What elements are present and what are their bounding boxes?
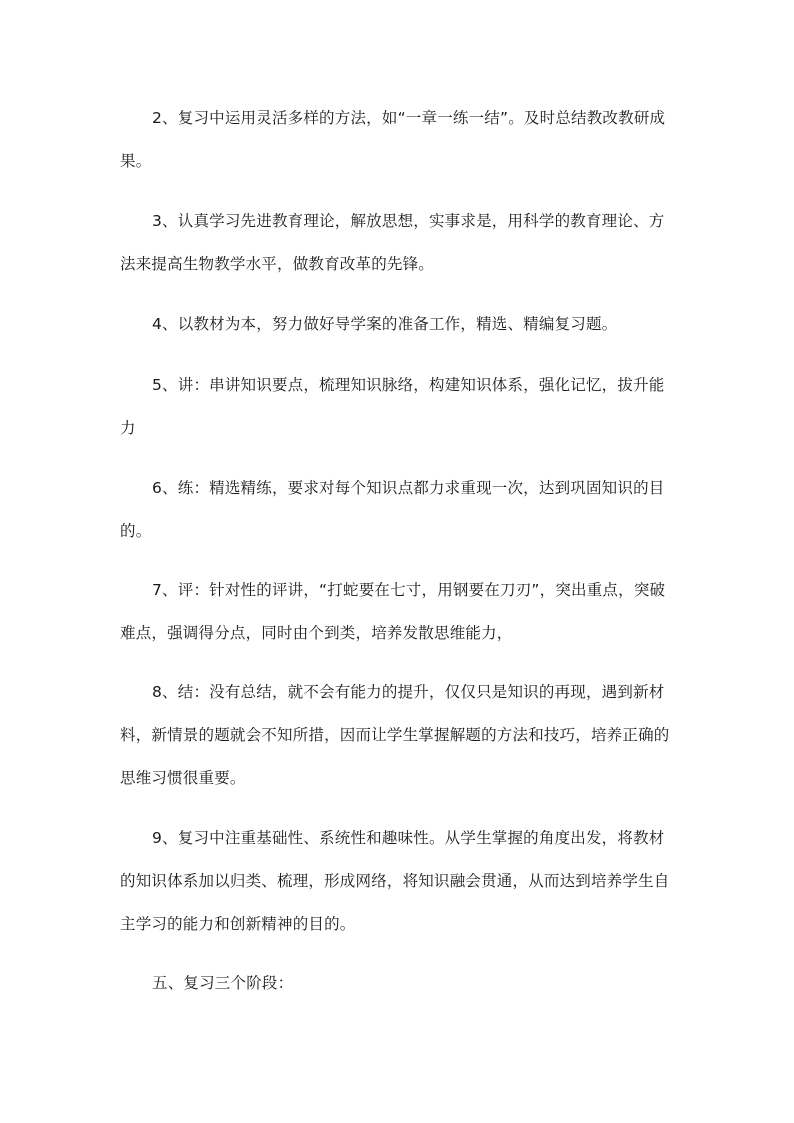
paragraph-theory: 3、认真学习先进教育理论，解放思想，实事求是，用科学的教育理论、方法来提高生物教学水平，做教育改革的先锋。 (120, 212, 665, 273)
paragraph-review: 7、评：针对性的评讲，“打蛇要在七寸，用钢要在刀刃”，突出重点，突破难点，强调得分点，同时由个到类，培养发散思维能力， (120, 581, 666, 642)
paragraph-foundation: 9、复习中注重基础性、系统性和趣味性。从学生掌握的角度出发，将教材的知识体系加以归类、梳理，形成网络，将知识融会贯通，从而达到培养学生自主学习的能力和创新精神的目的。 (120, 829, 670, 933)
paragraph-method: 2、复习中运用灵活多样的方法，如“一章一练一结”。及时总结教改教研成果。 (120, 109, 666, 170)
paragraph-lecture: 5、讲：串讲知识要点，梳理知识脉络，构建知识体系，强化记忆，拔升能力 (120, 376, 665, 437)
paragraph-textbook: 4、以教材为本，努力做好导学案的准备工作，精选、精编复习题。 (152, 315, 618, 333)
paragraph-practice: 6、练：精选精练，要求对每个知识点都力求重现一次，达到巩固知识的目的。 (120, 479, 665, 540)
section-heading-stages: 五、复习三个阶段： (152, 974, 294, 992)
paragraph-summary: 8、结：没有总结，就不会有能力的提升，仅仅只是知识的再现，遇到新材料，新情景的题就会不知所措，因而让学生掌握解题的方法和技巧，培养正确的思维习惯很重要。 (120, 683, 670, 787)
